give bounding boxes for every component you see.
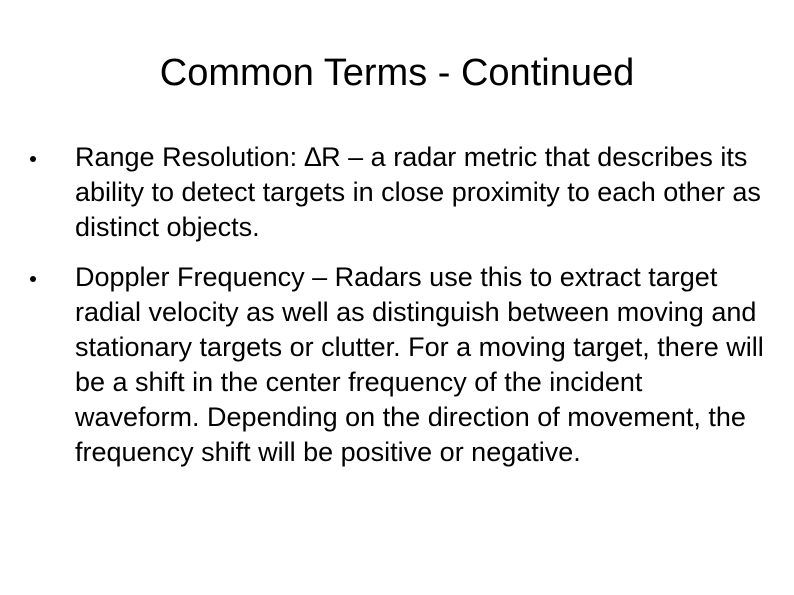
bullet-text: Range Resolution: ∆R – a radar metric that describes its ability to detect targets in close proximity to each other as distinct objects. (75, 142, 761, 242)
bullet-text: Doppler Frequency – Radars use this to extract target radial velocity as well as distinguish between moving and stationary targets or clutter. For a moving target, there will be a shift in the center frequency of the incident waveform. Depending on the direction of movement, the frequency shift will be positive or negative. (75, 262, 764, 467)
bullet-dot-icon (30, 156, 36, 162)
bullet-item-doppler-frequency (75, 260, 765, 470)
bullet-item-range-resolution (75, 140, 765, 245)
bullet-dot-icon (30, 276, 36, 282)
slide-title: Common Terms - Continued (159, 52, 635, 94)
